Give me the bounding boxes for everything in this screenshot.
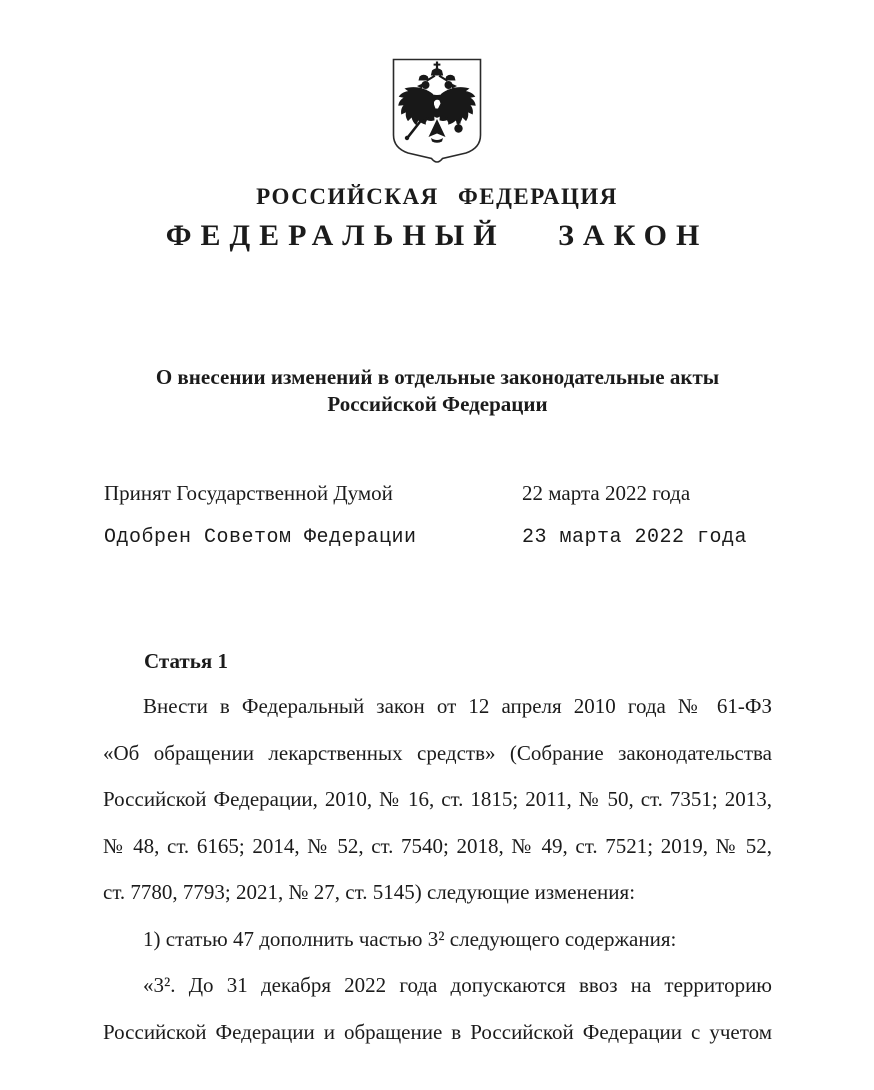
approved-by-council-label: Одобрен Советом Федерации xyxy=(104,526,417,549)
approved-by-council-row xyxy=(104,526,772,571)
body-line: Российской Федерации и обращение в Российской Федерации с учетом xyxy=(103,1019,772,1044)
passed-by-duma-row xyxy=(104,481,772,526)
document-type-header: ФЕДЕРАЛЬНЫЙ ЗАКОН xyxy=(165,219,709,252)
approved-by-council-date: 23 марта 2022 года xyxy=(522,526,748,549)
body-line: № 48, ст. 6165; 2014, № 52, ст. 7540; 2018, № 49, ст. 7521; 2019, № 52, xyxy=(103,833,772,858)
body-line: «Об обращении лекарственных средств» (Собрание законодательства xyxy=(103,740,772,765)
body-text xyxy=(103,683,772,1055)
passed-by-duma-date: 22 марта 2022 года xyxy=(522,481,691,505)
body-line: Внести в Федеральный закон от 12 апреля 2010 года № 61-ФЗ xyxy=(143,694,772,718)
russian-coat-of-arms-icon xyxy=(392,58,482,165)
adoption-block xyxy=(104,481,772,571)
body-line: ст. 7780, 7793; 2021, № 27, ст. 5145) следующие изменения: xyxy=(103,880,636,904)
article-heading: Статья 1 xyxy=(144,649,228,673)
passed-by-duma-label: Принят Государственной Думой xyxy=(104,481,393,505)
country-header: РОССИЙСКАЯ ФЕДЕРАЦИЯ xyxy=(256,184,618,209)
law-title-line2: Российской Федерации xyxy=(327,392,548,416)
body-line: 1) статью 47 дополнить частью 3² следующего содержания: xyxy=(143,926,677,951)
coat-of-arms xyxy=(392,58,482,165)
law-title-line1: О внесении изменений в отдельные законодательные акты xyxy=(155,365,720,389)
body-line: «3². До 31 декабря 2022 года допускаются ввоз на территорию xyxy=(143,973,772,997)
law-title xyxy=(103,364,772,418)
body-line: Российской Федерации, 2010, № 16, ст. 1815; 2011, № 50, ст. 7351; 2013, xyxy=(103,787,772,811)
